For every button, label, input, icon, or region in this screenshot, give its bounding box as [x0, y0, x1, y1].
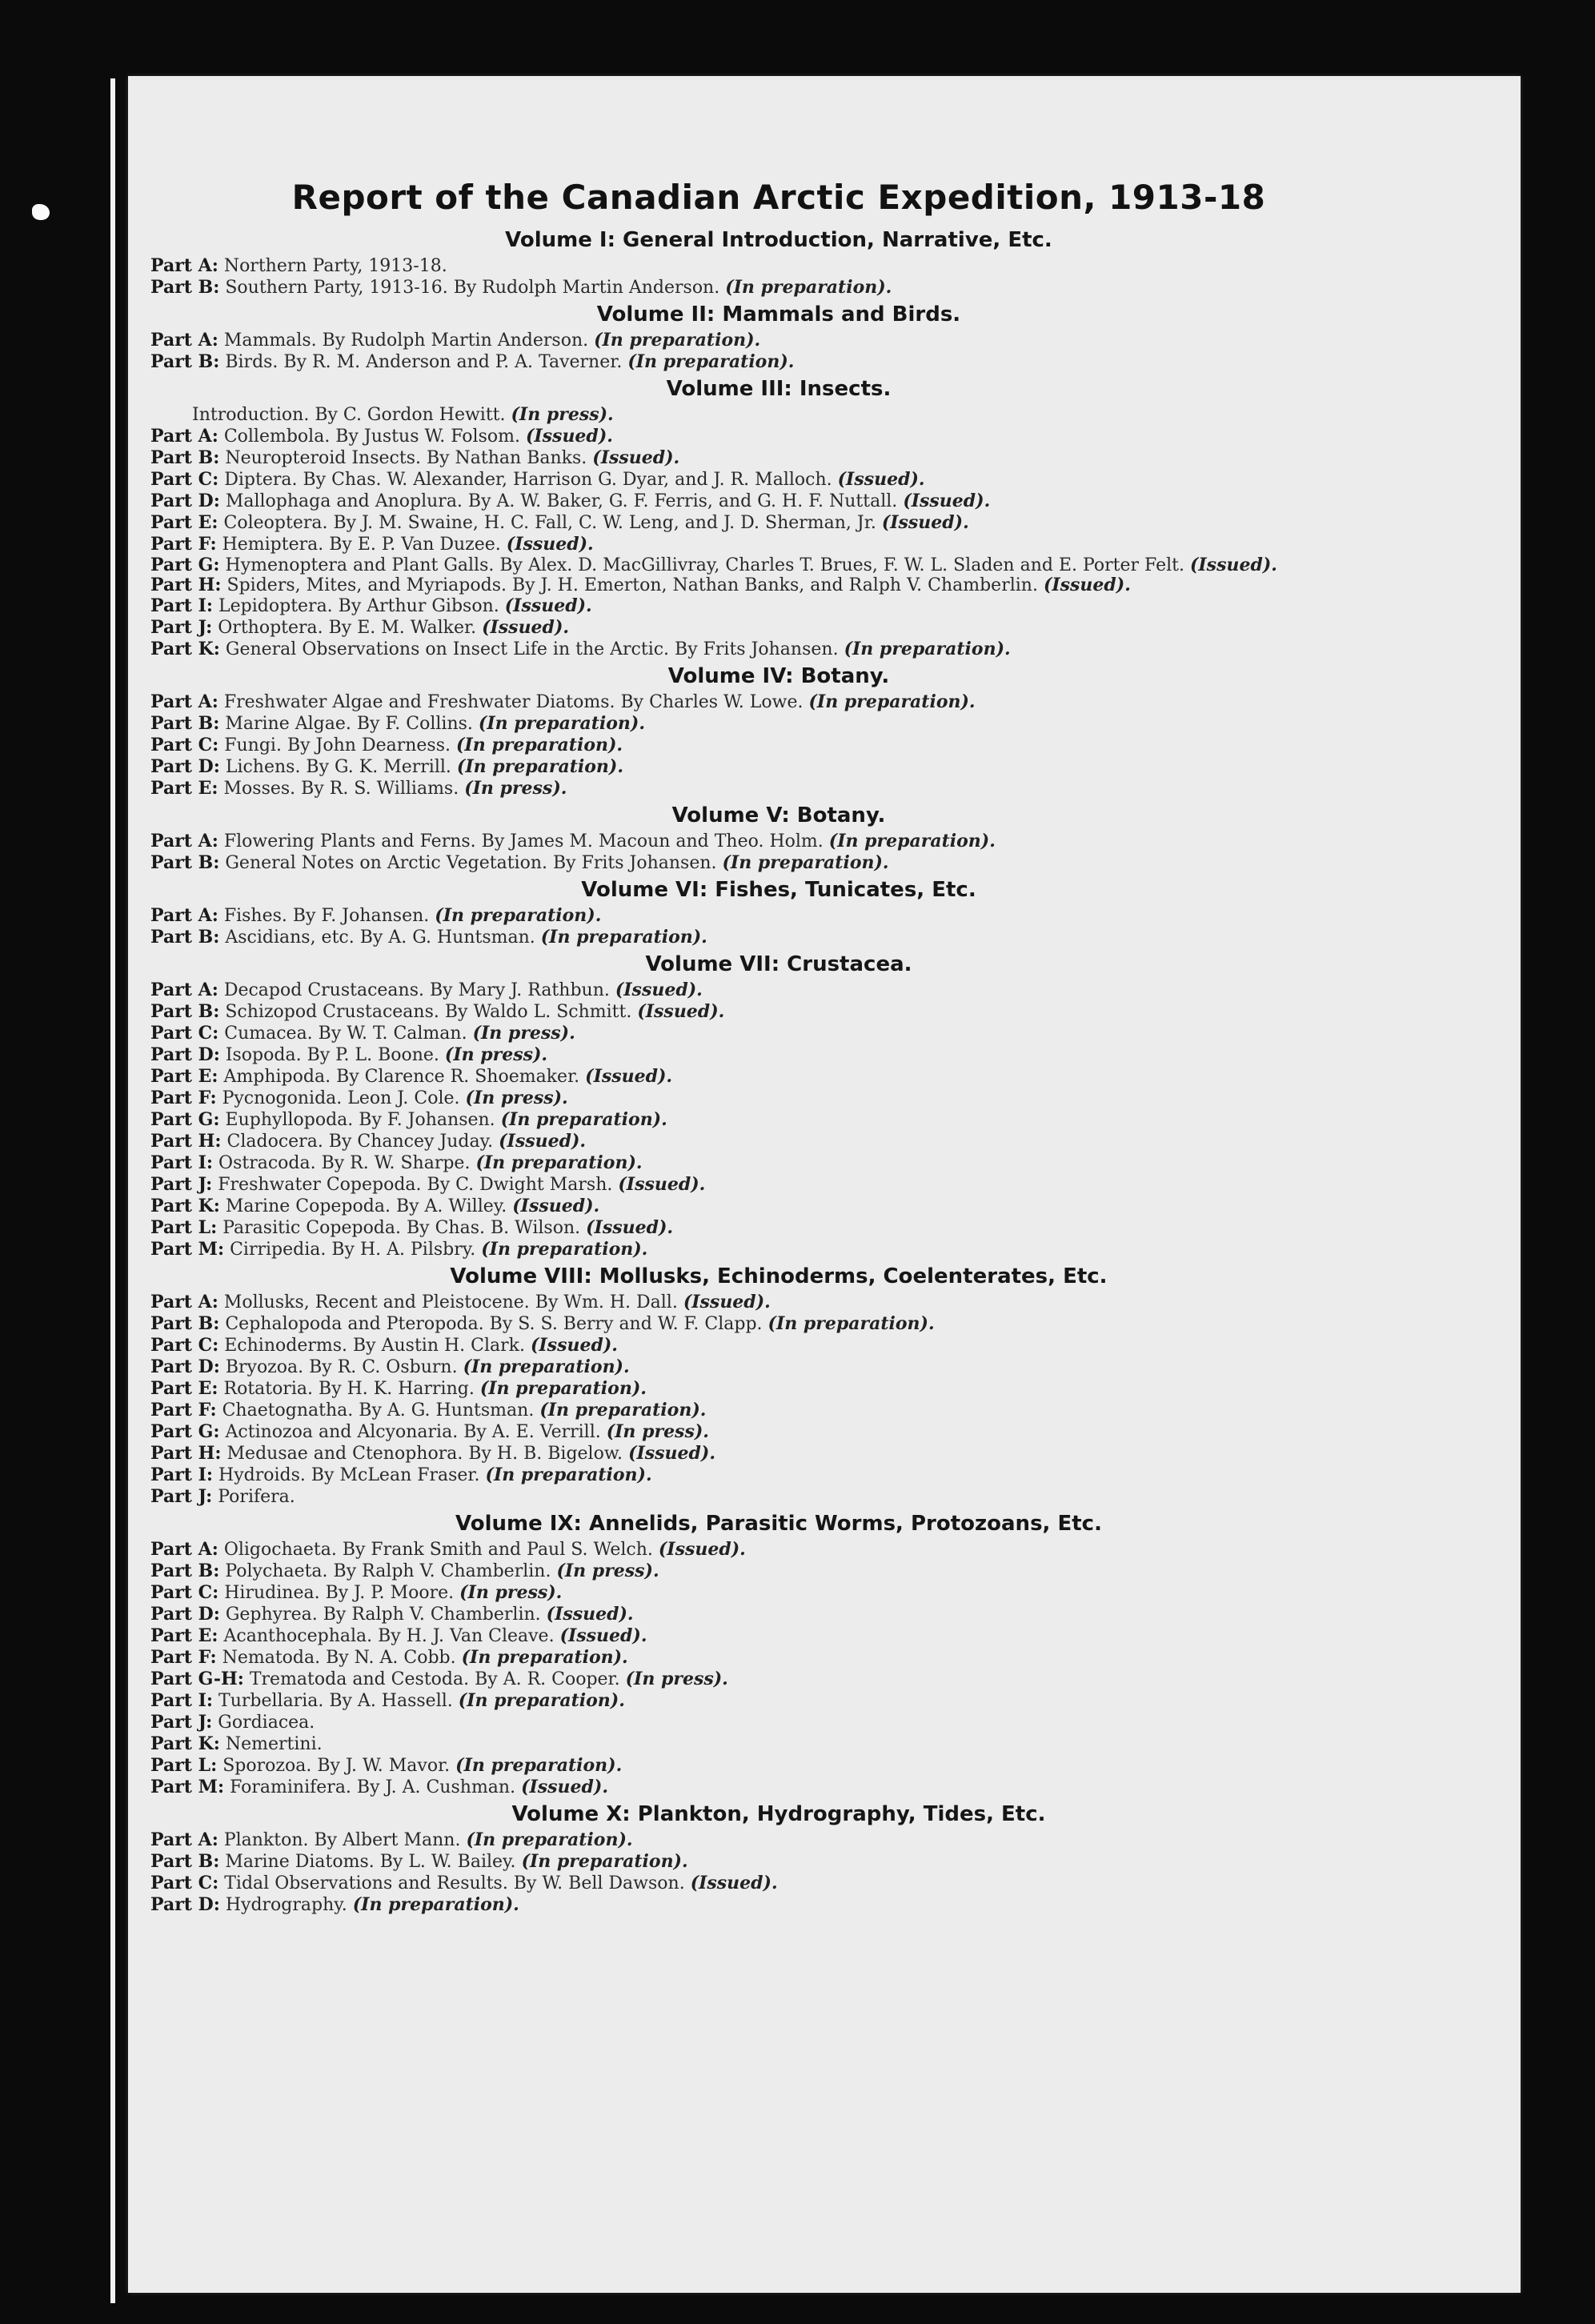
part-description: Actinozoa and Alcyonaria. By A. E. Verrill. — [225, 1422, 601, 1442]
part-entry — [150, 1378, 1407, 1400]
publication-status: (In preparation). — [767, 1313, 935, 1334]
part-entry — [150, 1625, 1407, 1647]
publication-status: (In preparation). — [627, 351, 795, 372]
part-label: Part A: — [150, 426, 218, 447]
publication-status: (In preparation). — [808, 691, 976, 712]
part-entry — [150, 852, 1407, 874]
publication-status: (Issued). — [903, 491, 991, 511]
part-description: Polychaeta. By Ralph V. Chamberlin. — [225, 1561, 551, 1581]
part-entry — [150, 1777, 1407, 1798]
publication-status: (In preparation). — [478, 713, 645, 734]
part-entry — [150, 1712, 1407, 1733]
part-description: Spiders, Mites, and Myriapods. By J. H. Emerton, Nathan Banks, and Ralph V. Chamberlin. — [226, 575, 1038, 595]
part-label: Part D: — [150, 1044, 220, 1065]
publication-status: (In preparation). — [481, 1239, 648, 1260]
part-description: Acanthocephala. By H. J. Van Cleave. — [223, 1626, 555, 1646]
film-edge-line — [110, 78, 115, 2303]
part-description: Chaetognatha. By A. G. Huntsman. — [222, 1400, 535, 1420]
part-description: Northern Party, 1913-18. — [223, 256, 447, 276]
part-description: Lepidoptera. By Arthur Gibson. — [218, 596, 499, 616]
part-description: Hydrography. — [225, 1895, 347, 1915]
part-description: Hemiptera. By E. P. Van Duzee. — [222, 535, 501, 555]
part-description: Parasitic Copepoda. By Chas. B. Wilson. — [222, 1218, 581, 1238]
part-entry — [150, 617, 1407, 639]
document-content — [150, 178, 1407, 1916]
publication-status: (In preparation). — [466, 1829, 633, 1850]
part-description: Marine Algae. By F. Collins. — [225, 714, 473, 734]
film-speck — [32, 204, 50, 220]
publication-status: (In preparation). — [479, 1378, 647, 1399]
part-description: Gephyrea. By Ralph V. Chamberlin. — [225, 1605, 541, 1625]
part-label: Part E: — [150, 778, 218, 799]
part-entry — [150, 555, 1407, 575]
part-label: Part A: — [150, 1539, 218, 1560]
part-entry — [150, 1088, 1407, 1109]
part-entry — [150, 1335, 1407, 1356]
part-label: Part H: — [150, 575, 222, 595]
part-entry — [150, 575, 1407, 595]
part-entry — [150, 534, 1407, 555]
volume-heading: Volume VIII: Mollusks, Echinoderms, Coelenterates, Etc. — [450, 1264, 1108, 1288]
publication-status: (In preparation). — [463, 1356, 630, 1377]
part-entry — [150, 1174, 1407, 1196]
part-description: Nematoda. By N. A. Cobb. — [222, 1648, 456, 1668]
part-label: Part K: — [150, 639, 220, 659]
volume-heading: Volume X: Plankton, Hydrography, Tides, Etc. — [511, 1802, 1046, 1826]
part-description: Tidal Observations and Results. By W. Bell Dawson. — [224, 1873, 685, 1893]
publication-status: (Issued). — [637, 1001, 725, 1022]
part-description: Diptera. By Chas. W. Alexander, Harrison G. Dyar, and J. R. Malloch. — [224, 470, 832, 490]
part-description: Trematoda and Cestoda. By A. R. Cooper. — [249, 1669, 620, 1689]
publication-status: (In preparation). — [456, 756, 623, 777]
part-entry — [150, 735, 1407, 756]
part-entry — [150, 980, 1407, 1001]
part-description: Flowering Plants and Ferns. By James M. Macoun and Theo. Holm. — [223, 831, 824, 851]
part-entry — [150, 1001, 1407, 1023]
publication-status: (In preparation). — [500, 1109, 667, 1130]
part-label: Part B: — [150, 1851, 220, 1872]
part-description: Plankton. By Albert Mann. — [223, 1830, 461, 1850]
part-label: Part G: — [150, 1109, 220, 1130]
volume-list — [150, 226, 1407, 1916]
volume-heading: Volume IX: Annelids, Parasitic Worms, Protozoans, Etc. — [455, 1512, 1102, 1536]
part-label: Part C: — [150, 1873, 219, 1893]
part-description: Amphipoda. By Clarence R. Shoemaker. — [223, 1067, 580, 1087]
part-description: Freshwater Algae and Freshwater Diatoms. By Charles W. Lowe. — [223, 692, 804, 712]
part-label: Part L: — [150, 1755, 218, 1776]
part-entry — [150, 426, 1407, 447]
volume-heading: Volume IV: Botany. — [667, 664, 890, 688]
part-label: Part B: — [150, 447, 220, 468]
part-description: Decapod Crustaceans. By Mary J. Rathbun. — [223, 980, 610, 1000]
publication-status: (Issued). — [615, 980, 703, 1000]
part-label: Part A: — [150, 1292, 218, 1312]
part-label: Part F: — [150, 1647, 217, 1668]
part-entry — [150, 1023, 1407, 1044]
part-description: Coleoptera. By J. M. Swaine, H. C. Fall, C. W. Leng, and J. D. Sherman, Jr. — [223, 513, 876, 533]
part-label: Part D: — [150, 1356, 220, 1377]
part-description: Hydroids. By McLean Fraser. — [218, 1465, 480, 1485]
part-label: Part M: — [150, 1239, 225, 1260]
publication-status: (Issued). — [546, 1604, 634, 1625]
part-label: Part C: — [150, 1023, 219, 1044]
part-description: Rotatoria. By H. K. Harring. — [223, 1379, 475, 1399]
part-label: Part G: — [150, 1421, 220, 1442]
part-entry — [150, 255, 1407, 277]
part-entry — [150, 351, 1407, 373]
part-label: Part D: — [150, 1604, 220, 1625]
part-entry — [150, 778, 1407, 799]
part-entry — [150, 1851, 1407, 1873]
part-entry — [150, 404, 1407, 426]
publication-status: (In press). — [459, 1582, 563, 1603]
part-entry — [150, 447, 1407, 469]
part-label: Part H: — [150, 1131, 222, 1152]
part-entry — [150, 595, 1407, 617]
publication-status: (Issued). — [881, 512, 969, 533]
part-description: Mammals. By Rudolph Martin Anderson. — [223, 331, 589, 351]
part-label: Part M: — [150, 1777, 225, 1797]
volume-heading: Volume VII: Crustacea. — [645, 952, 912, 976]
part-label: Part A: — [150, 255, 218, 276]
part-entry — [150, 512, 1407, 534]
publication-status: (Issued). — [504, 595, 592, 616]
publication-status: (Issued). — [586, 1217, 674, 1238]
publication-status: (In preparation). — [539, 1400, 707, 1420]
publication-status: (In preparation). — [828, 831, 996, 851]
part-label: Part C: — [150, 1582, 219, 1603]
part-entry — [150, 905, 1407, 927]
part-entry — [150, 1894, 1407, 1916]
part-label: Part G-H: — [150, 1669, 244, 1689]
publication-status: (Issued). — [618, 1174, 706, 1195]
part-description: Echinoderms. By Austin H. Clark. — [224, 1336, 525, 1356]
part-description: Schizopod Crustaceans. By Waldo L. Schmitt. — [225, 1002, 632, 1022]
part-description: Oligochaeta. By Frank Smith and Paul S. Welch. — [223, 1540, 653, 1560]
part-label: Part C: — [150, 469, 219, 490]
part-entry — [150, 1873, 1407, 1894]
part-entry — [150, 691, 1407, 713]
part-description: Marine Diatoms. By L. W. Bailey. — [225, 1852, 516, 1872]
publication-status: (Issued). — [1043, 575, 1131, 595]
publication-status: (In preparation). — [594, 330, 761, 351]
part-description: Cephalopoda and Pteropoda. By S. S. Berry and W. F. Clapp. — [225, 1314, 763, 1334]
part-label: Part B: — [150, 1313, 220, 1334]
part-label: Part D: — [150, 491, 220, 511]
publication-status: (Issued). — [658, 1539, 746, 1560]
publication-status: (In press). — [464, 778, 567, 799]
publication-status: (In press). — [465, 1088, 568, 1108]
publication-status: (Issued). — [690, 1873, 778, 1893]
part-entry — [150, 1582, 1407, 1604]
part-entry — [150, 639, 1407, 660]
part-label: Part E: — [150, 1378, 218, 1399]
part-label: Part G: — [150, 555, 220, 575]
part-entry — [150, 1755, 1407, 1777]
publication-status: (In preparation). — [844, 639, 1011, 659]
part-description: Introduction. By C. Gordon Hewitt. — [192, 405, 506, 425]
part-description: Marine Copepoda. By A. Willey. — [225, 1196, 507, 1216]
part-description: Fungi. By John Dearness. — [224, 735, 451, 755]
part-label: Part B: — [150, 927, 220, 948]
part-entry — [150, 1465, 1407, 1486]
part-label: Part H: — [150, 1443, 222, 1464]
part-description: Ostracoda. By R. W. Sharpe. — [218, 1153, 471, 1173]
part-description: Neuropteroid Insects. By Nathan Banks. — [225, 448, 587, 468]
volume-heading: Volume II: Mammals and Birds. — [596, 303, 961, 327]
part-label: Part J: — [150, 1174, 213, 1195]
part-entry — [150, 491, 1407, 512]
part-entry — [150, 1152, 1407, 1174]
part-description: Cirripedia. By H. A. Pilsbry. — [230, 1240, 476, 1260]
part-entry — [150, 1066, 1407, 1088]
publication-status: (Issued). — [1189, 555, 1277, 575]
part-description: Medusae and Ctenophora. By H. B. Bigelow. — [226, 1444, 623, 1464]
part-entry — [150, 469, 1407, 491]
part-description: Ascidians, etc. By A. G. Huntsman. — [225, 928, 535, 948]
part-entry — [150, 1733, 1407, 1755]
part-description: Mallophaga and Anoplura. By A. W. Baker, G. F. Ferris, and G. H. F. Nuttall. — [225, 491, 898, 511]
part-entry — [150, 1292, 1407, 1313]
publication-status: (Issued). — [506, 534, 594, 555]
publication-status: (Issued). — [628, 1443, 715, 1464]
part-label: Part B: — [150, 351, 220, 372]
part-label: Part E: — [150, 1066, 218, 1087]
publication-status: (Issued). — [683, 1292, 771, 1312]
part-description: Mosses. By R. S. Williams. — [223, 779, 459, 799]
publication-status: (Issued). — [585, 1066, 673, 1087]
part-description: Foraminifera. By J. A. Cushman. — [230, 1777, 516, 1797]
part-label: Part L: — [150, 1217, 218, 1238]
part-label: Part B: — [150, 277, 220, 298]
part-label: Part A: — [150, 905, 218, 926]
part-label: Part B: — [150, 1561, 220, 1581]
part-label: Part D: — [150, 756, 220, 777]
part-entry — [150, 756, 1407, 778]
part-entry — [150, 831, 1407, 852]
part-description: General Observations on Insect Life in the Arctic. By Frits Johansen. — [225, 639, 839, 659]
part-label: Part A: — [150, 330, 218, 351]
part-entry — [150, 1400, 1407, 1421]
part-entry — [150, 1443, 1407, 1465]
part-entry — [150, 277, 1407, 299]
part-label: Part E: — [150, 1625, 218, 1646]
publication-status: (Issued). — [837, 469, 925, 490]
part-label: Part I: — [150, 1690, 214, 1711]
part-description: Pycnogonida. Leon J. Cole. — [222, 1088, 460, 1108]
publication-status: (Issued). — [592, 447, 680, 468]
part-entry — [150, 1421, 1407, 1443]
part-label: Part C: — [150, 735, 219, 755]
part-entry — [150, 1217, 1407, 1239]
part-label: Part F: — [150, 534, 217, 555]
part-entry — [150, 1239, 1407, 1260]
publication-status: (In preparation). — [485, 1465, 652, 1485]
publication-status: (In preparation). — [455, 1755, 623, 1776]
part-description: Fishes. By F. Johansen. — [223, 906, 430, 926]
part-label: Part E: — [150, 512, 218, 533]
publication-status: (Issued). — [559, 1625, 647, 1646]
part-description: Hymenoptera and Plant Galls. By Alex. D. MacGillivray, Charles T. Brues, F. W. L. Sladen and E. Porter Felt. — [225, 555, 1184, 575]
part-entry — [150, 1196, 1407, 1217]
part-description: Freshwater Copepoda. By C. Dwight Marsh. — [218, 1175, 613, 1195]
part-description: Bryozoa. By R. C. Osburn. — [225, 1357, 458, 1377]
part-entry — [150, 1647, 1407, 1669]
publication-status: (In preparation). — [456, 735, 623, 755]
part-entry — [150, 1044, 1407, 1066]
publication-status: (Issued). — [482, 617, 570, 638]
volume-heading: Volume III: Insects. — [666, 377, 892, 401]
volume-heading: Volume I: General Introduction, Narrative, Etc. — [505, 228, 1052, 252]
publication-status: (Issued). — [530, 1335, 618, 1356]
part-label: Part F: — [150, 1088, 217, 1108]
part-label: Part A: — [150, 691, 218, 712]
publication-status: (In preparation). — [435, 905, 602, 926]
part-label: Part K: — [150, 1733, 220, 1754]
publication-status: (In preparation). — [722, 852, 889, 873]
part-label: Part D: — [150, 1894, 220, 1915]
publication-status: (Issued). — [512, 1196, 600, 1216]
publication-status: (In press). — [511, 404, 614, 425]
part-label: Part A: — [150, 831, 218, 851]
part-entry — [150, 1829, 1407, 1851]
part-entry — [150, 330, 1407, 351]
part-description: Nemertini. — [225, 1734, 323, 1754]
part-entry — [150, 1356, 1407, 1378]
part-label: Part A: — [150, 1829, 218, 1850]
part-label: Part I: — [150, 1152, 214, 1173]
publication-status: (In preparation). — [725, 277, 892, 298]
publication-status: (Issued). — [499, 1131, 587, 1152]
part-label: Part J: — [150, 1486, 213, 1507]
part-description: Mollusks, Recent and Pleistocene. By Wm. H. Dall. — [223, 1292, 678, 1312]
part-description: Southern Party, 1913-16. By Rudolph Martin Anderson. — [225, 278, 720, 298]
publication-status: (In press). — [444, 1044, 548, 1065]
part-description: Collembola. By Justus W. Folsom. — [223, 427, 520, 447]
part-label: Part F: — [150, 1400, 217, 1420]
part-label: Part B: — [150, 1001, 220, 1022]
volume-heading: Volume V: Botany. — [671, 803, 886, 827]
publication-status: (In press). — [606, 1421, 709, 1442]
publication-status: (In press). — [472, 1023, 575, 1044]
part-description: Cumacea. By W. T. Calman. — [224, 1024, 467, 1044]
publication-status: (Issued). — [525, 426, 613, 447]
part-label: Part J: — [150, 617, 213, 638]
part-entry — [150, 1313, 1407, 1335]
part-entry — [150, 1109, 1407, 1131]
part-entry — [150, 1131, 1407, 1152]
part-label: Part B: — [150, 852, 220, 873]
publication-status: (In preparation). — [461, 1647, 628, 1668]
publication-status: (In preparation). — [352, 1894, 519, 1915]
part-description: Hirudinea. By J. P. Moore. — [224, 1583, 455, 1603]
publication-status: (In press). — [625, 1669, 728, 1689]
part-description: Sporozoa. By J. W. Mavor. — [222, 1756, 451, 1776]
publication-status: (In preparation). — [540, 927, 707, 948]
part-label: Part A: — [150, 980, 218, 1000]
part-description: Turbellaria. By A. Hassell. — [218, 1691, 453, 1711]
part-description: Porifera. — [218, 1487, 295, 1507]
part-description: Gordiacea. — [218, 1713, 315, 1733]
part-description: Lichens. By G. K. Merrill. — [225, 757, 451, 777]
part-description: Birds. By R. M. Anderson and P. A. Taverner. — [225, 352, 623, 372]
publication-status: (In press). — [556, 1561, 659, 1581]
part-entry — [150, 927, 1407, 948]
part-label: Part J: — [150, 1712, 213, 1733]
publication-status: (In preparation). — [475, 1152, 643, 1173]
part-entry — [150, 1604, 1407, 1625]
part-entry — [150, 1690, 1407, 1712]
volume-heading: Volume VI: Fishes, Tunicates, Etc. — [581, 878, 976, 902]
part-description: Euphyllopoda. By F. Johansen. — [225, 1110, 495, 1130]
document-title: Report of the Canadian Arctic Expedition, 1913-18 — [291, 178, 1266, 217]
publication-status: (In preparation). — [521, 1851, 688, 1872]
publication-status: (In preparation). — [458, 1690, 625, 1711]
part-label: Part I: — [150, 1465, 214, 1485]
part-description: Orthoptera. By E. M. Walker. — [218, 618, 477, 638]
part-entry — [150, 1669, 1407, 1690]
part-entry — [150, 713, 1407, 735]
part-label: Part I: — [150, 595, 214, 616]
part-entry — [150, 1539, 1407, 1561]
part-description: Isopoda. By P. L. Boone. — [225, 1045, 439, 1065]
part-label: Part B: — [150, 713, 220, 734]
part-label: Part K: — [150, 1196, 220, 1216]
part-description: General Notes on Arctic Vegetation. By Frits Johansen. — [225, 853, 717, 873]
part-entry — [150, 1486, 1407, 1508]
part-description: Cladocera. By Chancey Juday. — [226, 1132, 494, 1152]
publication-status: (Issued). — [521, 1777, 608, 1797]
part-entry — [150, 1561, 1407, 1582]
part-label: Part C: — [150, 1335, 219, 1356]
